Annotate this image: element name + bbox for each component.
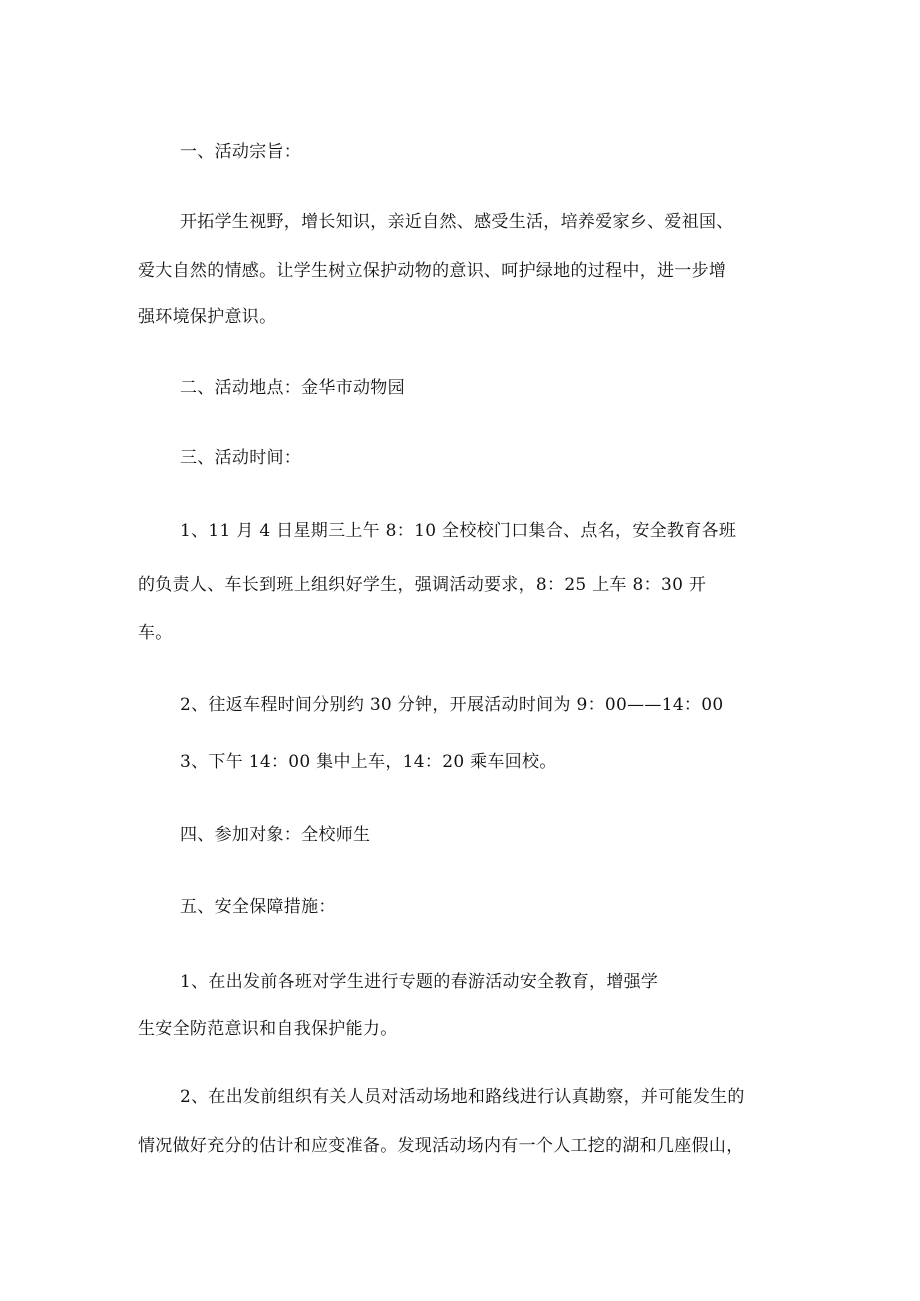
safety-item-line: 2、在出发前组织有关人员对活动场地和路线进行认真勘察，并可能发生的 <box>180 1087 745 1107</box>
time-item-line: 的负责人、车长到班上组织好学生，强调活动要求，8：25 上车 8：30 开 <box>138 575 707 595</box>
time-item-3: 3、下午 14：00 集中上车，14：20 乘车回校。 <box>180 752 557 772</box>
section-heading-participants: 四、参加对象：全校师生 <box>180 825 371 845</box>
safety-item-line: 1、在出发前各班对学生进行专题的春游活动安全教育，增强学 <box>180 972 659 992</box>
section-heading-location: 二、活动地点：金华市动物园 <box>180 378 405 398</box>
time-item-line: 车。 <box>138 623 173 643</box>
section-heading-safety: 五、安全保障措施： <box>180 897 336 917</box>
paragraph-line: 爱大自然的情感。让学生树立保护动物的意识、呵护绿地的过程中，进一步增 <box>138 261 727 281</box>
safety-item-line: 情况做好充分的估计和应变准备。发现活动场内有一个人工挖的湖和几座假山， <box>138 1136 744 1156</box>
safety-item-line: 生安全防范意识和自我保护能力。 <box>138 1019 398 1039</box>
paragraph-line: 开拓学生视野，增长知识，亲近自然、感受生活，培养爱家乡、爱祖国、 <box>180 212 734 232</box>
section-heading-time: 三、活动时间： <box>180 448 302 468</box>
time-item-line: 1、11 月 4 日星期三上午 8：10 全校校门口集合、点名，安全教育各班 <box>180 521 737 541</box>
time-item-2: 2、往返车程时间分别约 30 分钟，开展活动时间为 9：00——14：00 <box>180 695 724 715</box>
section-heading-purpose: 一、活动宗旨： <box>180 142 302 162</box>
paragraph-line: 强环境保护意识。 <box>138 307 277 327</box>
